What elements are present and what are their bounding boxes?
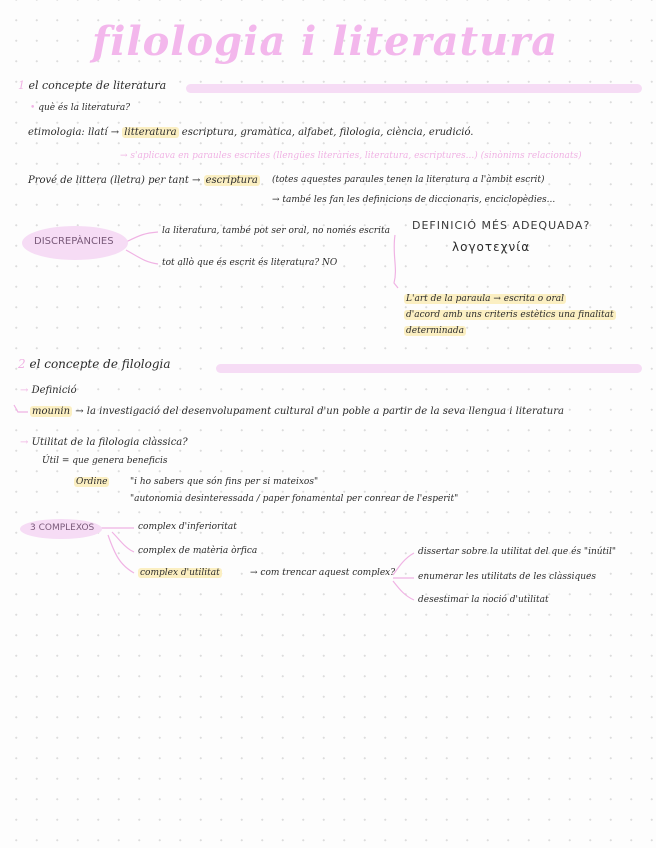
- definition-answer-line-3: determinada: [406, 326, 465, 336]
- solution-1: dissertar sobre la utilitat del que és "inútil": [418, 547, 617, 557]
- definition-answer-line-2: d'acord amb uns criteris estètics una finalitat: [406, 310, 614, 320]
- complex-2: complex de matèria òrfica: [138, 546, 258, 556]
- section1-title: el concepte de literatura: [28, 79, 167, 92]
- origin-note-2: → també les fan les definicions de diccionaris, enciclopèdies...: [272, 195, 556, 205]
- section2-number: 2: [18, 357, 26, 371]
- section1-number: 1: [18, 79, 25, 92]
- mounin-line: mounin → la investigació del desenvolupament cultural d'un poble a partir de la seva llengua i literatura: [32, 406, 564, 417]
- origin-label: Prové de littera (lletra): [28, 175, 145, 186]
- mounin-label: mounin: [32, 406, 71, 417]
- definition-question: DEFINICIÓ MÉS ADEQUADA?: [412, 219, 591, 232]
- section2-title: el concepte de filologia: [29, 357, 171, 371]
- complex-1: complex d'inferioritat: [138, 522, 237, 532]
- complex-3: [138, 568, 222, 578]
- etymology-label: etimologia: llatí →: [28, 127, 120, 138]
- greek-term: λογοτεχνία: [452, 240, 531, 254]
- mounin-definition: la investigació del desenvolupament cultural d'un poble a partir de la seva llengua i literatura: [86, 406, 564, 417]
- etymology-rest: escriptura, gramàtica, alfabet, filologia, ciència, erudició.: [181, 127, 474, 138]
- etymology-line: [28, 127, 473, 138]
- discrepancy-2: tot allò que és escrit és literatura? NO: [162, 258, 338, 268]
- origin-arrow: per tant →: [148, 175, 201, 186]
- heading-underline-2: [216, 364, 642, 373]
- page-title: filologia i literatura: [92, 18, 559, 65]
- heading-underline: [186, 84, 642, 93]
- etymology-word: litteratura: [124, 127, 177, 138]
- origin-line: [28, 175, 260, 186]
- origin-word: escriptura: [205, 175, 258, 186]
- section1-heading: [18, 79, 166, 92]
- section2-heading: [18, 357, 171, 371]
- question-what-is-literature: • què és la literatura?: [30, 103, 131, 113]
- definition-label: Definició: [31, 385, 77, 396]
- definition-answer: [404, 291, 616, 339]
- complex-3-text: complex d'utilitat: [140, 568, 220, 578]
- ordine-quote-1: "i ho sabers que són fins per si mateixos": [130, 477, 319, 487]
- discrepancies-label: DISCREPÀNCIES: [34, 236, 114, 247]
- solution-2: enumerar les utilitats de les clàssiques: [418, 572, 596, 582]
- definition-answer-line-1: L'art de la paraula → escrita o oral: [406, 294, 565, 304]
- discrepancy-1: la literatura, també pot ser oral, no només escrita: [162, 226, 390, 236]
- question-text: què és la literatura?: [38, 103, 131, 113]
- complex-3-arrow: → com trencar aquest complex?: [250, 568, 396, 578]
- utility-question-text: Utilitat de la filologia clàssica?: [31, 437, 188, 448]
- etymology-note: → s'aplicava en paraules escrites (llengües literàries, literatura, escriptures...) (sinònims relacionats): [120, 151, 582, 161]
- solution-3: desestimar la noció d'utilitat: [418, 595, 549, 605]
- definition-heading: → Definició: [20, 385, 77, 396]
- utility-sub: Útil = que genera beneficis: [42, 456, 168, 466]
- ordine-text: Ordine: [76, 477, 108, 487]
- ordine-quote-2: "autonomia desinteressada / paper fonamental per conrear de l'esperit": [130, 494, 459, 504]
- utility-question: → Utilitat de la filologia clàssica?: [20, 437, 188, 448]
- complexes-label: 3 COMPLEXOS: [30, 523, 95, 533]
- origin-note-1: (totes aquestes paraules tenen la literatura a l'àmbit escrit): [272, 175, 545, 185]
- ordine-label: [74, 477, 109, 487]
